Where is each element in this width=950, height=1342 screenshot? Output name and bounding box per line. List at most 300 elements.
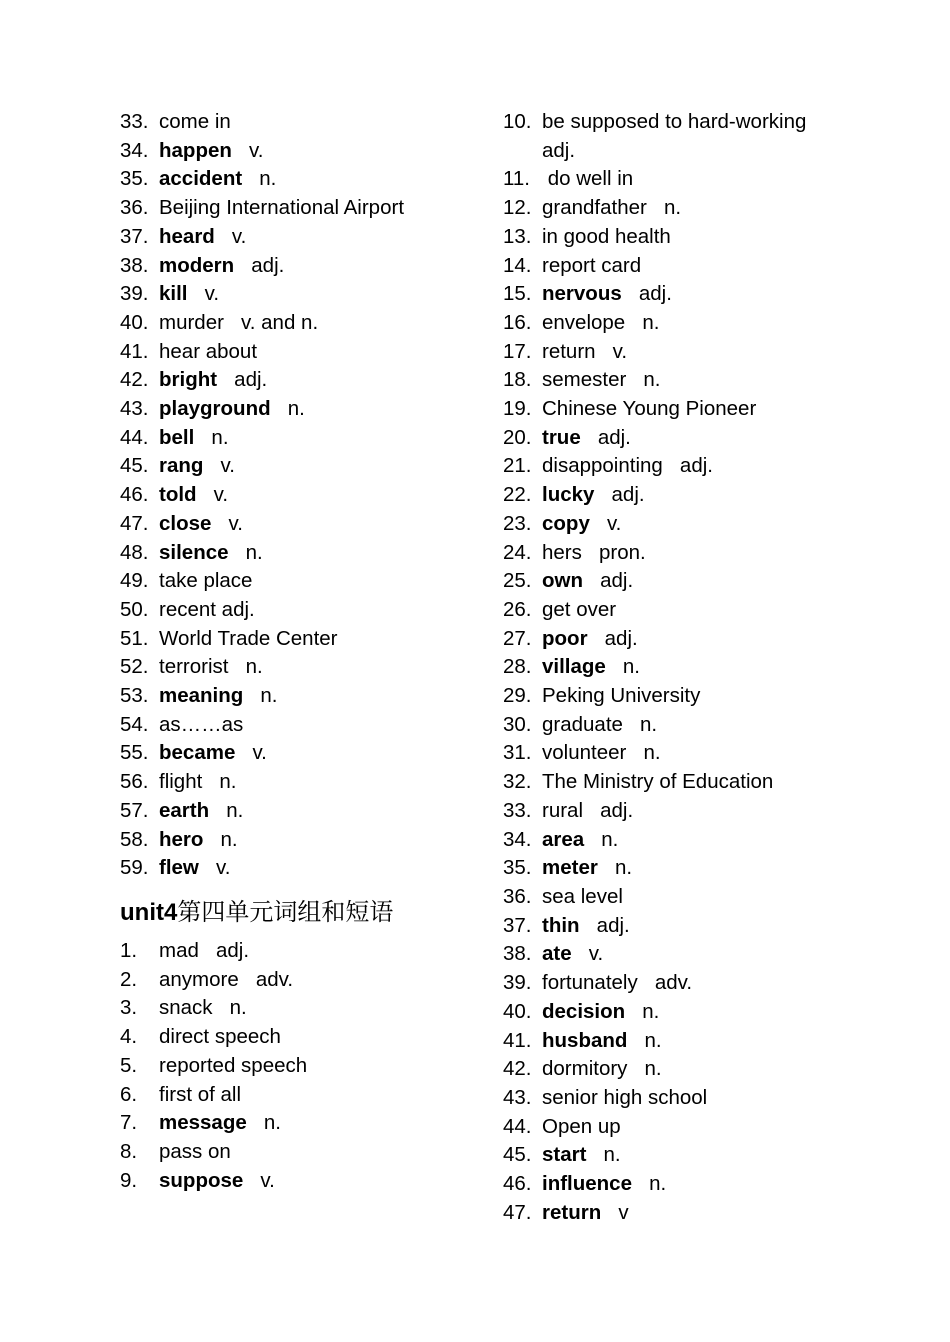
item-word: nervous — [542, 282, 622, 306]
item-text — [542, 567, 633, 596]
item-text — [159, 1109, 281, 1138]
item-text — [542, 309, 659, 338]
item-number: 33. — [120, 110, 149, 133]
item-text — [159, 826, 238, 855]
list-item — [120, 223, 480, 252]
item-word: earth — [159, 798, 210, 822]
item-number: 41. — [503, 1028, 532, 1052]
list-item — [503, 1055, 903, 1084]
item-part-of-speech: n. — [614, 856, 633, 880]
item-word: true — [542, 425, 581, 449]
item-word: Peking University — [542, 684, 701, 708]
item-part-of-speech: pron. — [598, 540, 646, 564]
item-word: in good health — [542, 224, 671, 248]
item-word: became — [159, 741, 236, 765]
item-word: Beijing International Airport — [159, 196, 405, 220]
item-number: 4. — [120, 1025, 138, 1049]
item-number: 53. — [120, 684, 149, 708]
item-text — [542, 739, 661, 768]
list-item — [503, 682, 903, 711]
item-word: direct speech — [159, 1025, 281, 1049]
item-part-of-speech: v. — [220, 454, 235, 478]
item-text — [542, 625, 638, 654]
item-number: 40. — [503, 999, 532, 1023]
item-text — [159, 137, 263, 166]
item-text — [159, 395, 305, 424]
item-text — [542, 165, 633, 194]
item-word: rural — [542, 798, 584, 822]
item-number: 25. — [503, 569, 532, 593]
item-number: 17. — [503, 339, 532, 363]
item-word: report card — [542, 253, 642, 277]
item-number: 32. — [503, 770, 532, 794]
item-number: 42. — [120, 368, 149, 392]
item-part-of-speech: n. — [643, 741, 661, 765]
list-item — [120, 252, 480, 281]
item-part-of-speech: n. — [640, 712, 658, 736]
list-item — [503, 452, 903, 481]
item-text — [159, 280, 219, 309]
list-item — [120, 338, 480, 367]
item-part-of-speech: n. — [259, 167, 277, 191]
list-item — [120, 452, 480, 481]
item-part-of-speech: adj. — [234, 368, 268, 392]
item-number: 43. — [120, 397, 149, 421]
item-text — [542, 912, 630, 941]
item-word: be supposed to hard-working adj. — [542, 110, 807, 162]
item-text — [159, 966, 293, 995]
item-number: 40. — [120, 310, 149, 334]
item-number: 7. — [120, 1111, 138, 1135]
list-item — [503, 969, 903, 998]
item-word: mad — [159, 938, 199, 962]
item-word: thin — [542, 913, 580, 937]
list-item — [503, 252, 903, 281]
item-word: take place — [159, 569, 253, 593]
item-word: hero — [159, 827, 204, 851]
item-text — [159, 539, 263, 568]
item-number: 18. — [503, 368, 532, 392]
item-word: modern — [159, 253, 235, 277]
item-number: 57. — [120, 798, 149, 822]
item-text — [542, 366, 661, 395]
list-item — [503, 826, 903, 855]
item-word: accident — [159, 167, 243, 191]
item-word: flew — [159, 856, 199, 880]
item-text — [542, 108, 842, 165]
list-item — [120, 596, 480, 625]
item-part-of-speech: v. and n. — [241, 310, 319, 334]
list-item — [503, 883, 903, 912]
item-number: 11. — [503, 167, 530, 191]
item-word: ate — [542, 942, 572, 966]
item-word: semester — [542, 368, 627, 392]
item-word: decision — [542, 999, 626, 1023]
item-word: grandfather — [542, 196, 647, 220]
item-part-of-speech: n. — [211, 425, 229, 449]
list-item — [120, 539, 480, 568]
list-item — [120, 768, 480, 797]
item-word: get over — [542, 597, 617, 621]
item-part-of-speech: n. — [622, 655, 641, 679]
item-number: 39. — [503, 971, 532, 995]
item-part-of-speech: v — [618, 1200, 629, 1224]
item-text — [159, 739, 267, 768]
item-number: 51. — [120, 626, 149, 650]
item-part-of-speech: n. — [601, 827, 619, 851]
item-part-of-speech: n. — [219, 770, 237, 794]
list-item — [120, 1109, 480, 1138]
list-item — [120, 567, 480, 596]
item-word: as……as — [159, 712, 244, 736]
item-text — [542, 768, 773, 797]
item-number: 2. — [120, 967, 138, 991]
item-part-of-speech: v. — [215, 856, 231, 880]
item-word: senior high school — [542, 1085, 708, 1109]
item-number: 59. — [120, 856, 149, 880]
item-word: meter — [542, 856, 598, 880]
left-column — [120, 108, 480, 1195]
item-text — [542, 338, 627, 367]
list-item — [503, 653, 903, 682]
list-item — [120, 1023, 480, 1052]
item-text — [159, 596, 255, 625]
list-item — [503, 108, 903, 165]
item-word: dormitory — [542, 1057, 628, 1081]
list-item — [503, 1170, 903, 1199]
item-number: 49. — [120, 569, 149, 593]
item-word: playground — [159, 397, 271, 421]
list-item — [120, 966, 480, 995]
heading-cjk: 第四单元词组和短语 — [177, 897, 394, 926]
list-item — [120, 625, 480, 654]
item-text — [159, 481, 228, 510]
item-text — [542, 1055, 662, 1084]
list-item — [503, 739, 903, 768]
item-number: 34. — [120, 138, 149, 162]
item-number: 21. — [503, 454, 532, 478]
list-item — [503, 223, 903, 252]
item-text — [159, 797, 243, 826]
item-number: 29. — [503, 684, 532, 708]
item-number: 35. — [120, 167, 149, 191]
list-item — [503, 854, 903, 883]
list-item — [120, 1081, 480, 1110]
item-word: bright — [159, 368, 218, 392]
item-word: murder — [159, 310, 224, 334]
list-item — [503, 596, 903, 625]
item-text — [542, 539, 646, 568]
list-item — [120, 937, 480, 966]
item-text — [159, 768, 237, 797]
item-word: terrorist — [159, 655, 229, 679]
list-item — [120, 994, 480, 1023]
item-number: 41. — [120, 339, 149, 363]
item-text — [542, 1141, 621, 1170]
item-text — [159, 223, 246, 252]
item-part-of-speech: adv. — [255, 967, 294, 991]
item-part-of-speech: adj. — [611, 483, 645, 507]
item-number: 19. — [503, 397, 532, 421]
item-number: 44. — [503, 1114, 532, 1138]
item-word: disappointing — [542, 454, 663, 478]
list-item — [120, 739, 480, 768]
item-number: 42. — [503, 1057, 532, 1081]
item-word: own — [542, 569, 583, 593]
item-number: 56. — [120, 770, 149, 794]
item-part-of-speech: v. — [606, 511, 622, 535]
list-item — [503, 424, 903, 453]
item-word: first of all — [159, 1082, 242, 1106]
item-number: 3. — [120, 996, 138, 1020]
item-part-of-speech: n. — [644, 1057, 662, 1081]
item-text — [159, 567, 252, 596]
list-item — [503, 912, 903, 941]
heading-latin: unit4 — [120, 898, 178, 926]
item-word: do well in — [542, 167, 634, 191]
item-text — [159, 194, 404, 223]
item-number: 1. — [120, 938, 138, 962]
item-part-of-speech: adj. — [679, 454, 713, 478]
item-part-of-speech: v. — [249, 138, 264, 162]
item-part-of-speech: n. — [263, 1111, 281, 1135]
item-part-of-speech: adv. — [654, 971, 693, 995]
item-word: reported speech — [159, 1053, 308, 1077]
item-text — [159, 937, 249, 966]
list-item — [503, 338, 903, 367]
item-part-of-speech: n. — [649, 1172, 667, 1196]
item-number: 26. — [503, 597, 532, 621]
list-item — [120, 1138, 480, 1167]
item-part-of-speech: adj. — [604, 626, 638, 650]
item-text — [159, 338, 257, 367]
item-number: 45. — [503, 1143, 532, 1167]
item-word: return — [542, 1200, 602, 1224]
item-number: 48. — [120, 540, 149, 564]
list-item — [503, 1113, 903, 1142]
item-word: influence — [542, 1172, 632, 1196]
item-text — [159, 854, 230, 883]
item-part-of-speech: n. — [644, 1028, 662, 1052]
item-word: kill — [159, 282, 188, 306]
item-text — [542, 424, 631, 453]
item-number: 23. — [503, 511, 532, 535]
item-word: heard — [159, 224, 215, 248]
right-column — [503, 108, 903, 1227]
item-text — [159, 309, 318, 338]
item-text — [542, 826, 618, 855]
item-number: 30. — [503, 712, 532, 736]
item-number: 46. — [120, 483, 149, 507]
item-number: 16. — [503, 310, 532, 334]
item-text — [159, 653, 263, 682]
item-text — [542, 223, 671, 252]
item-number: 6. — [120, 1082, 138, 1106]
item-text — [159, 424, 229, 453]
item-text — [542, 940, 603, 969]
item-word: copy — [542, 511, 590, 535]
item-part-of-speech: n. — [603, 1143, 621, 1167]
item-word: graduate — [542, 712, 623, 736]
item-part-of-speech: v. — [260, 1168, 275, 1192]
list-item — [120, 1167, 480, 1196]
list-item — [503, 1199, 903, 1228]
list-item — [503, 194, 903, 223]
item-text — [159, 1167, 275, 1196]
item-number: 27. — [503, 626, 532, 650]
item-word: World Trade Center — [159, 626, 338, 650]
item-number: 45. — [120, 454, 149, 478]
item-word: silence — [159, 540, 229, 564]
item-part-of-speech: n. — [642, 999, 660, 1023]
item-word: anymore — [159, 967, 239, 991]
item-word: close — [159, 511, 212, 535]
item-text — [159, 252, 284, 281]
item-word: Open up — [542, 1114, 621, 1138]
item-part-of-speech: adj. — [215, 938, 250, 962]
item-number: 28. — [503, 655, 532, 679]
item-text — [542, 969, 692, 998]
item-part-of-speech: v. — [231, 224, 247, 248]
item-word: village — [542, 655, 606, 679]
item-word: envelope — [542, 310, 626, 334]
item-part-of-speech: n. — [663, 196, 682, 220]
item-text — [542, 596, 616, 625]
list-item — [120, 481, 480, 510]
list-item — [503, 998, 903, 1027]
item-text — [542, 998, 659, 1027]
list-item — [503, 280, 903, 309]
list-item — [503, 165, 903, 194]
item-part-of-speech: n. — [226, 798, 244, 822]
item-number: 52. — [120, 655, 149, 679]
item-part-of-speech: n. — [642, 310, 660, 334]
item-part-of-speech: n. — [220, 827, 238, 851]
item-number: 36. — [503, 884, 532, 908]
item-number: 43. — [503, 1085, 532, 1109]
item-number: 24. — [503, 540, 532, 564]
item-text — [542, 1084, 707, 1113]
item-number: 39. — [120, 282, 149, 306]
item-number: 8. — [120, 1139, 138, 1163]
item-part-of-speech: n. — [260, 684, 278, 708]
item-word: suppose — [159, 1168, 244, 1192]
item-number: 47. — [120, 511, 149, 535]
list-item — [503, 395, 903, 424]
item-part-of-speech: adj. — [600, 798, 634, 822]
item-text — [159, 625, 338, 654]
item-number: 55. — [120, 741, 149, 765]
item-word: hers — [542, 540, 582, 564]
item-number: 9. — [120, 1168, 138, 1192]
item-number: 38. — [120, 253, 149, 277]
item-text — [542, 1113, 621, 1142]
item-part-of-speech: v. — [252, 741, 267, 765]
item-word: meaning — [159, 684, 244, 708]
vocab-list-unit3-continued — [120, 108, 480, 883]
item-part-of-speech: adj. — [638, 282, 672, 306]
list-item — [120, 797, 480, 826]
item-number: 12. — [503, 196, 532, 220]
item-number: 37. — [120, 224, 149, 248]
item-text — [542, 194, 681, 223]
item-part-of-speech: adj. — [596, 913, 630, 937]
item-text — [542, 711, 657, 740]
item-part-of-speech: adj. — [597, 425, 631, 449]
item-number: 14. — [503, 253, 532, 277]
list-item — [120, 395, 480, 424]
item-text — [542, 883, 623, 912]
item-number: 34. — [503, 827, 532, 851]
item-number: 22. — [503, 483, 532, 507]
item-text — [542, 280, 672, 309]
list-item — [503, 1141, 903, 1170]
list-item — [503, 625, 903, 654]
item-part-of-speech: n. — [229, 996, 247, 1020]
item-word: rang — [159, 454, 204, 478]
list-item — [503, 797, 903, 826]
list-item — [120, 194, 480, 223]
item-part-of-speech: v. — [612, 339, 628, 363]
item-word: return — [542, 339, 596, 363]
item-number: 47. — [503, 1200, 532, 1224]
item-text — [159, 452, 235, 481]
item-word: message — [159, 1111, 247, 1135]
item-word: come in — [159, 110, 231, 133]
item-word: bell — [159, 425, 195, 449]
item-part-of-speech: n. — [245, 540, 263, 564]
list-item — [503, 309, 903, 338]
item-text — [159, 994, 247, 1023]
item-number: 15. — [503, 282, 532, 306]
item-number: 50. — [120, 597, 149, 621]
item-word: start — [542, 1143, 587, 1167]
item-number: 10. — [503, 110, 532, 133]
item-word: poor — [542, 626, 588, 650]
item-word: recent adj. — [159, 597, 255, 621]
list-item — [503, 711, 903, 740]
item-number: 35. — [503, 856, 532, 880]
item-number: 37. — [503, 913, 532, 937]
list-item — [503, 366, 903, 395]
item-word: flight — [159, 770, 203, 794]
list-item — [503, 768, 903, 797]
item-word: told — [159, 483, 197, 507]
item-word: fortunately — [542, 971, 638, 995]
item-text — [159, 1052, 307, 1081]
item-text — [542, 653, 640, 682]
item-part-of-speech: n. — [643, 368, 661, 392]
item-part-of-speech: v. — [213, 483, 229, 507]
item-word: area — [542, 827, 585, 851]
list-item — [120, 653, 480, 682]
item-number: 5. — [120, 1053, 138, 1077]
item-text — [159, 1081, 241, 1110]
item-text — [542, 682, 700, 711]
item-text — [542, 854, 632, 883]
list-item — [503, 510, 903, 539]
item-word: sea level — [542, 884, 623, 908]
item-text — [159, 366, 267, 395]
item-word: husband — [542, 1028, 628, 1052]
item-text — [542, 395, 756, 424]
list-item — [503, 940, 903, 969]
item-text — [159, 165, 276, 194]
item-text — [159, 682, 278, 711]
list-item — [120, 309, 480, 338]
item-text — [159, 510, 243, 539]
list-item — [503, 481, 903, 510]
